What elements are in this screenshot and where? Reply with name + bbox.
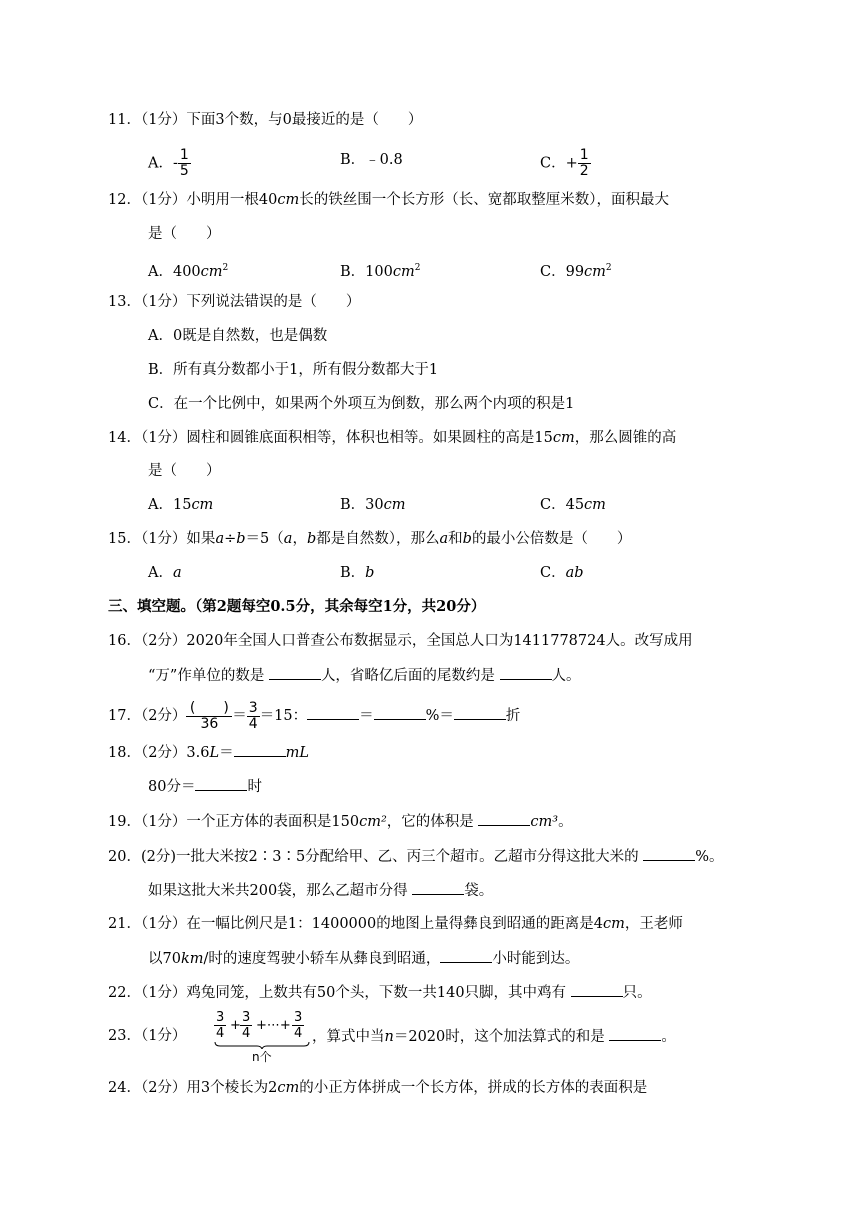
answer-blank[interactable] — [412, 880, 464, 895]
answer-blank[interactable] — [195, 776, 247, 791]
section-heading: 三、填空题。（第2题每空0.5分，其余每空1分，共20分） — [108, 598, 486, 615]
q11-stem: 11．（1分）下面3个数，与0最接近的是（ ） — [108, 112, 423, 128]
q12-option-a: A．$400cm^2$ — [148, 263, 229, 280]
q17-stem: 17．（2分） $\frac{( )}{36}$ ＝ $\frac{3}{4}$ ＝15： ＝ %＝ 折 — [108, 699, 521, 732]
fraction: $\frac{3}{4}$ — [242, 1010, 251, 1041]
q13-option-c: C．在一个比例中，如果两个外项互为倒数，那么两个内项的积是1 — [148, 396, 575, 412]
fraction: $\frac{1}{2}$ — [579, 147, 589, 179]
answer-blank[interactable] — [454, 705, 506, 720]
q19-stem: 19．（1分）一个正方体的表面积是150cm²，它的体积是 cm³。 — [108, 811, 573, 832]
q23-expression: $\frac{3}{4}$ + $\frac{3}{4}$ +⋯+ $\frac{3}{4}$ n个 — [214, 1010, 310, 1062]
answer-blank[interactable] — [500, 665, 552, 680]
q15-option-b: B．b — [340, 565, 375, 581]
q11-option-c: C．+ $\frac{1}{2}$ — [540, 147, 589, 179]
q15-option-c: C．ab — [540, 565, 584, 581]
fraction: $\frac{( )}{36}$ — [186, 701, 232, 732]
q14-option-a: A．15cm — [148, 497, 214, 513]
q22-stem: 22．（1分）鸡兔同笼，上数共有50个头，下数一共140只脚，其中鸡有 只。 — [108, 982, 652, 1003]
q23-stem-tail: ，算式中当n＝2020时，这个加法算式的和是 。 — [312, 1026, 676, 1047]
answer-blank[interactable] — [374, 705, 426, 720]
q20-stem: 20．(2分)一批大米按2∶3∶5分配给甲、乙、丙三个超市。乙超市分得这批大米的 %。 — [108, 846, 724, 867]
q15-stem: 15．（1分）如果a÷b＝5（a，b都是自然数），那么a和b的最小公倍数是（ ） — [108, 531, 632, 547]
q12-option-b: B．$100cm^2$ — [340, 263, 421, 280]
fraction: $\frac{3}{4}$ — [248, 699, 258, 732]
q18-line2: 80分＝ 时 — [148, 776, 262, 797]
q13-stem: 13．（1分）下列说法错误的是（ ） — [108, 294, 361, 310]
q11-option-a: A．- $\frac{1}{5}$ — [148, 147, 189, 179]
answer-blank[interactable] — [440, 948, 492, 963]
answer-blank[interactable] — [307, 705, 359, 720]
q14-stem-line2: 是（ ） — [148, 463, 221, 479]
q23-stem: 23．（1分） — [108, 1028, 187, 1044]
answer-blank[interactable] — [478, 811, 530, 826]
q14-option-c: C．45cm — [540, 497, 606, 513]
answer-blank[interactable] — [609, 1026, 661, 1041]
answer-blank[interactable] — [234, 742, 286, 757]
q15-option-a: A．a — [148, 565, 182, 581]
q13-option-a: A．0既是自然数，也是偶数 — [148, 328, 328, 344]
q13-option-b: B．所有真分数都小于1，所有假分数都大于1 — [148, 362, 439, 378]
q14-option-b: B．30cm — [340, 497, 406, 513]
q11-option-b: B．﹣0.8 — [340, 152, 403, 168]
q21-line2: 以70km/时的速度驾驶小轿车从彝良到昭通， 小时能到达。 — [148, 948, 579, 969]
q18-stem: 18．（2分）3.6L＝ mL — [108, 742, 309, 763]
q12-option-c: C．$99cm^2$ — [540, 263, 612, 280]
q14-stem: 14．（1分）圆柱和圆锥底面积相等，体积也相等。如果圆柱的高是15cm，那么圆锥的高 — [108, 430, 677, 446]
q16-line2: “万”作单位的数是 人，省略亿后面的尾数约是 人。 — [148, 665, 581, 686]
q21-stem: 21．（1分）在一幅比例尺是1：1400000的地图上量得彝良到昭通的距离是4cm，王老师 — [108, 916, 683, 932]
q24-stem: 24．（2分）用3个棱长为2cm的小正方体拼成一个长方体，拼成的长方体的表面积是 — [108, 1080, 648, 1096]
answer-blank[interactable] — [643, 846, 695, 861]
q20-line2: 如果这批大米共200袋，那么乙超市分得 袋。 — [148, 880, 493, 901]
fraction: $\frac{1}{5}$ — [179, 147, 189, 179]
q12-stem-line2: 是（ ） — [148, 226, 221, 242]
fraction: $\frac{3}{4}$ — [294, 1010, 303, 1041]
answer-blank[interactable] — [571, 982, 623, 997]
q12-stem: 12．（1分）小明用一根40cm长的铁丝围一个长方形（长、宽都取整厘米数），面积最大 — [108, 192, 670, 208]
answer-blank[interactable] — [269, 665, 321, 680]
fraction: $\frac{3}{4}$ — [216, 1010, 225, 1041]
q16-stem: 16．（2分）2020年全国人口普查公布数据显示，全国总人口为1411778724人。改写成用 — [108, 633, 693, 649]
